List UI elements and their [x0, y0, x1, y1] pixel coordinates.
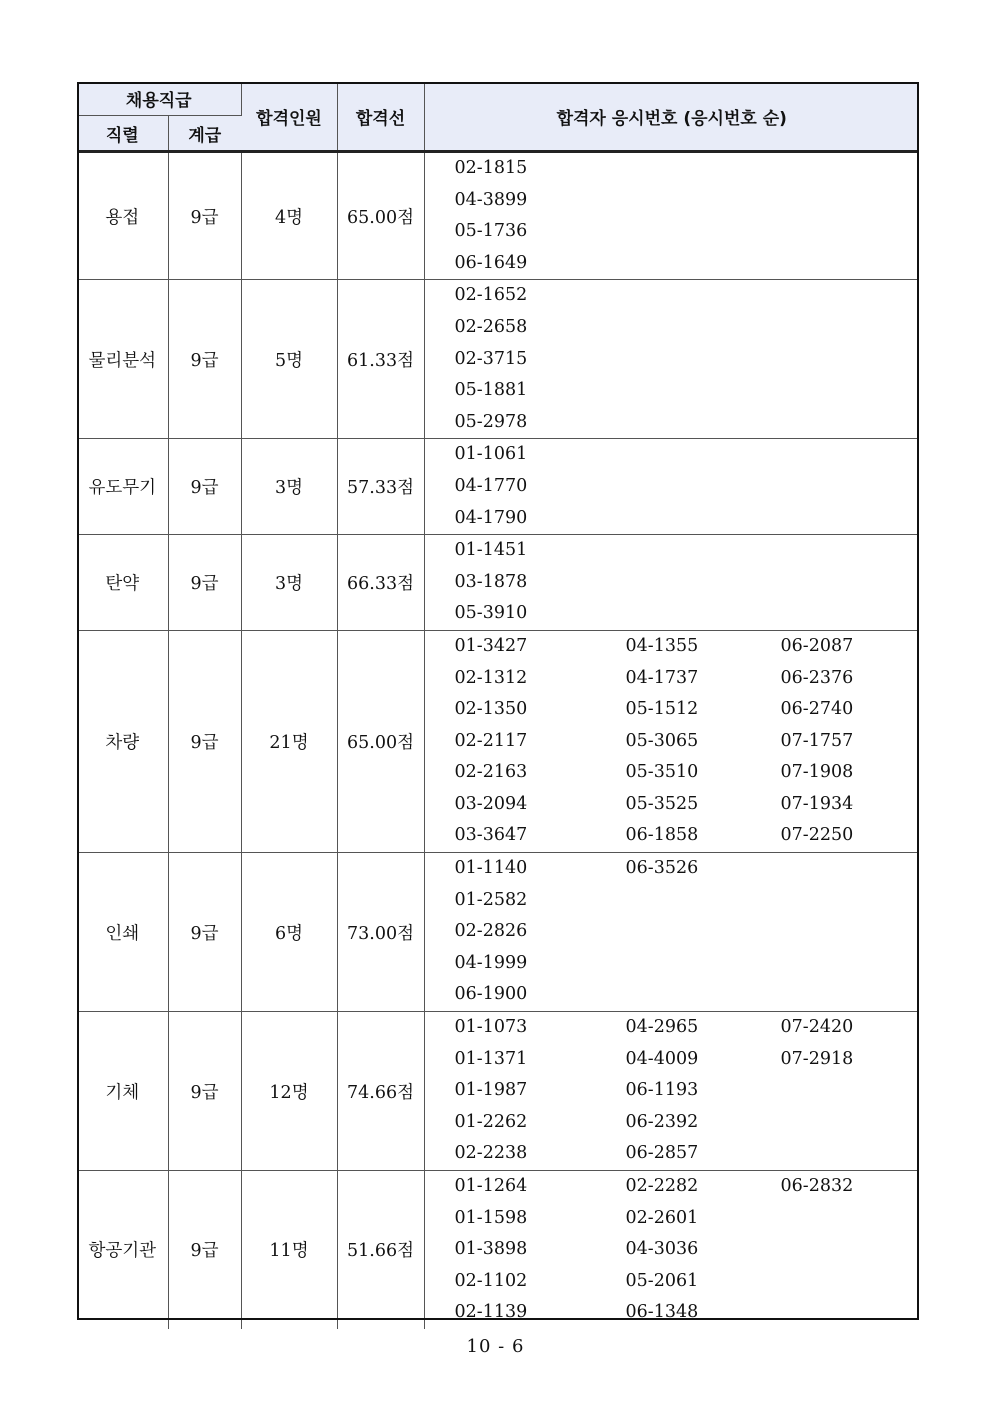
- cell-exam-numbers: [424, 1012, 919, 1171]
- exam-number: 05-3065: [625, 730, 699, 751]
- cell-count: 3명: [241, 535, 337, 631]
- exam-number-list: [425, 153, 920, 279]
- cell-cutoff: 65.00점: [337, 152, 424, 280]
- cell-cutoff: 65.00점: [337, 630, 424, 852]
- cell-exam-numbers: [424, 535, 919, 631]
- cell-grade: 9급: [168, 535, 241, 631]
- exam-number: 05-3910: [454, 603, 528, 624]
- exam-number: 01-3898: [454, 1239, 528, 1260]
- cell-exam-numbers: [424, 152, 919, 280]
- cell-job: 인쇄: [77, 853, 168, 1012]
- exam-number: 05-1736: [454, 221, 528, 242]
- table-row: [77, 853, 919, 1012]
- exam-number: 06-2376: [780, 667, 854, 688]
- exam-number: 02-2117: [454, 730, 528, 751]
- exam-number-list: [425, 853, 920, 1011]
- cell-job: 유도무기: [77, 439, 168, 535]
- cell-job: 기체: [77, 1012, 168, 1171]
- cell-count: 11명: [241, 1171, 337, 1329]
- cell-exam-numbers: [424, 280, 919, 439]
- table-row: [77, 439, 919, 535]
- cell-count: 21명: [241, 630, 337, 852]
- exam-number: 05-1881: [454, 380, 528, 401]
- cell-cutoff: 57.33점: [337, 439, 424, 535]
- exam-number-list: [425, 631, 920, 852]
- exam-number-list: [425, 280, 920, 438]
- cell-exam-numbers: [424, 630, 919, 852]
- exam-number: 06-1900: [454, 984, 528, 1005]
- cell-grade: 9급: [168, 853, 241, 1012]
- exam-number: 02-2282: [625, 1176, 699, 1196]
- exam-number: 01-2582: [454, 889, 528, 910]
- exam-number: 02-1312: [454, 667, 528, 688]
- table-row: [77, 1012, 919, 1171]
- cell-job: 항공기관: [77, 1171, 168, 1329]
- exam-number: 01-1073: [454, 1017, 528, 1038]
- table-row: [77, 630, 919, 852]
- cell-grade: 9급: [168, 630, 241, 852]
- exam-number: 03-1878: [454, 571, 528, 592]
- exam-number: 07-1934: [780, 793, 854, 814]
- exam-number: 02-2163: [454, 762, 528, 783]
- exam-number: 02-1652: [454, 285, 528, 306]
- exam-number: 07-2420: [780, 1017, 854, 1038]
- exam-number: 01-2262: [454, 1111, 528, 1132]
- table-row: [77, 280, 919, 439]
- cell-count: 6명: [241, 853, 337, 1012]
- results-table: [77, 82, 919, 1329]
- cell-exam-numbers: [424, 853, 919, 1012]
- cell-job: 물리분석: [77, 280, 168, 439]
- exam-number: 05-3525: [625, 793, 699, 814]
- exam-number: 02-3715: [454, 348, 528, 369]
- exam-number: 04-1790: [454, 507, 528, 528]
- exam-number-list: [425, 535, 920, 630]
- exam-number: 05-2978: [454, 411, 528, 432]
- exam-number: 06-1649: [454, 252, 528, 273]
- exam-number-list: [425, 1171, 920, 1329]
- exam-number: 06-1348: [625, 1302, 699, 1323]
- exam-number-list: [425, 1012, 920, 1170]
- table-row: [77, 535, 919, 631]
- exam-number: 06-1858: [625, 825, 699, 846]
- exam-number: 02-1102: [454, 1270, 528, 1291]
- exam-number: 06-2832: [780, 1176, 854, 1196]
- cell-job: 차량: [77, 630, 168, 852]
- cell-grade: 9급: [168, 280, 241, 439]
- exam-number: 06-2087: [780, 635, 854, 656]
- page-number: 10 - 6: [466, 1336, 525, 1357]
- exam-number: 02-2601: [625, 1207, 699, 1228]
- exam-number: 04-3899: [454, 189, 528, 210]
- cell-exam-numbers: [424, 1171, 919, 1329]
- exam-number: 04-1737: [625, 667, 699, 688]
- exam-number: 07-2250: [780, 825, 854, 846]
- results-body: [77, 152, 919, 1329]
- exam-number: 06-2857: [625, 1143, 699, 1164]
- cell-cutoff: 74.66점: [337, 1012, 424, 1171]
- exam-number: 01-1451: [454, 540, 528, 561]
- exam-number: 01-1061: [454, 444, 528, 465]
- exam-number: 07-1908: [780, 762, 854, 783]
- exam-number: 06-2740: [780, 699, 854, 720]
- cell-grade: 9급: [168, 1171, 241, 1329]
- table-row: [77, 1171, 919, 1329]
- exam-number: 02-1815: [454, 158, 528, 178]
- cell-grade: 9급: [168, 439, 241, 535]
- cell-count: 3명: [241, 439, 337, 535]
- exam-number: 01-1598: [454, 1207, 528, 1228]
- header-exam-numbers: 합격자 응시번호 (응시번호 순): [424, 82, 919, 152]
- cell-grade: 9급: [168, 1012, 241, 1171]
- exam-number: 04-2965: [625, 1017, 699, 1038]
- exam-number: 04-4009: [625, 1048, 699, 1069]
- exam-number: 06-2392: [625, 1111, 699, 1132]
- exam-number: 01-1264: [454, 1176, 528, 1196]
- exam-number: 02-2658: [454, 316, 528, 337]
- exam-number: 01-1371: [454, 1048, 528, 1069]
- header-grade: 계급: [168, 116, 241, 152]
- exam-number: 06-3526: [625, 858, 699, 879]
- header-pass-count: 합격인원: [241, 82, 337, 152]
- exam-number: 03-3647: [454, 825, 528, 846]
- exam-number: 01-3427: [454, 635, 528, 656]
- cell-count: 12명: [241, 1012, 337, 1171]
- exam-number: 04-1355: [625, 635, 699, 656]
- header-job-series: 직렬: [77, 116, 168, 152]
- cell-grade: 9급: [168, 152, 241, 280]
- cell-count: 4명: [241, 152, 337, 280]
- cell-job: 용접: [77, 152, 168, 280]
- header-cutoff: 합격선: [337, 82, 424, 152]
- table-row: [77, 152, 919, 280]
- cell-cutoff: 61.33점: [337, 280, 424, 439]
- exam-number: 05-2061: [625, 1270, 699, 1291]
- header-recruit-grade: 채용직급: [77, 82, 241, 116]
- cell-job: 탄약: [77, 535, 168, 631]
- exam-number: 05-3510: [625, 762, 699, 783]
- exam-number: 05-1512: [625, 699, 699, 720]
- exam-number: 07-1757: [780, 730, 854, 751]
- exam-number: 02-2826: [454, 921, 528, 942]
- cell-cutoff: 66.33점: [337, 535, 424, 631]
- exam-number: 01-1987: [454, 1080, 528, 1101]
- cell-cutoff: 73.00점: [337, 853, 424, 1012]
- cell-cutoff: 51.66점: [337, 1171, 424, 1329]
- exam-number: 02-1139: [454, 1302, 528, 1323]
- exam-number: 06-1193: [625, 1080, 699, 1101]
- exam-number: 04-1770: [454, 475, 528, 496]
- exam-number: 02-2238: [454, 1143, 528, 1164]
- cell-exam-numbers: [424, 439, 919, 535]
- exam-number: 07-2918: [780, 1048, 854, 1069]
- exam-number: 01-1140: [454, 858, 528, 879]
- exam-number: 03-2094: [454, 793, 528, 814]
- exam-number: 04-1999: [454, 952, 528, 973]
- exam-number-list: [425, 439, 920, 534]
- exam-number: 04-3036: [625, 1239, 699, 1260]
- cell-count: 5명: [241, 280, 337, 439]
- exam-number: 02-1350: [454, 699, 528, 720]
